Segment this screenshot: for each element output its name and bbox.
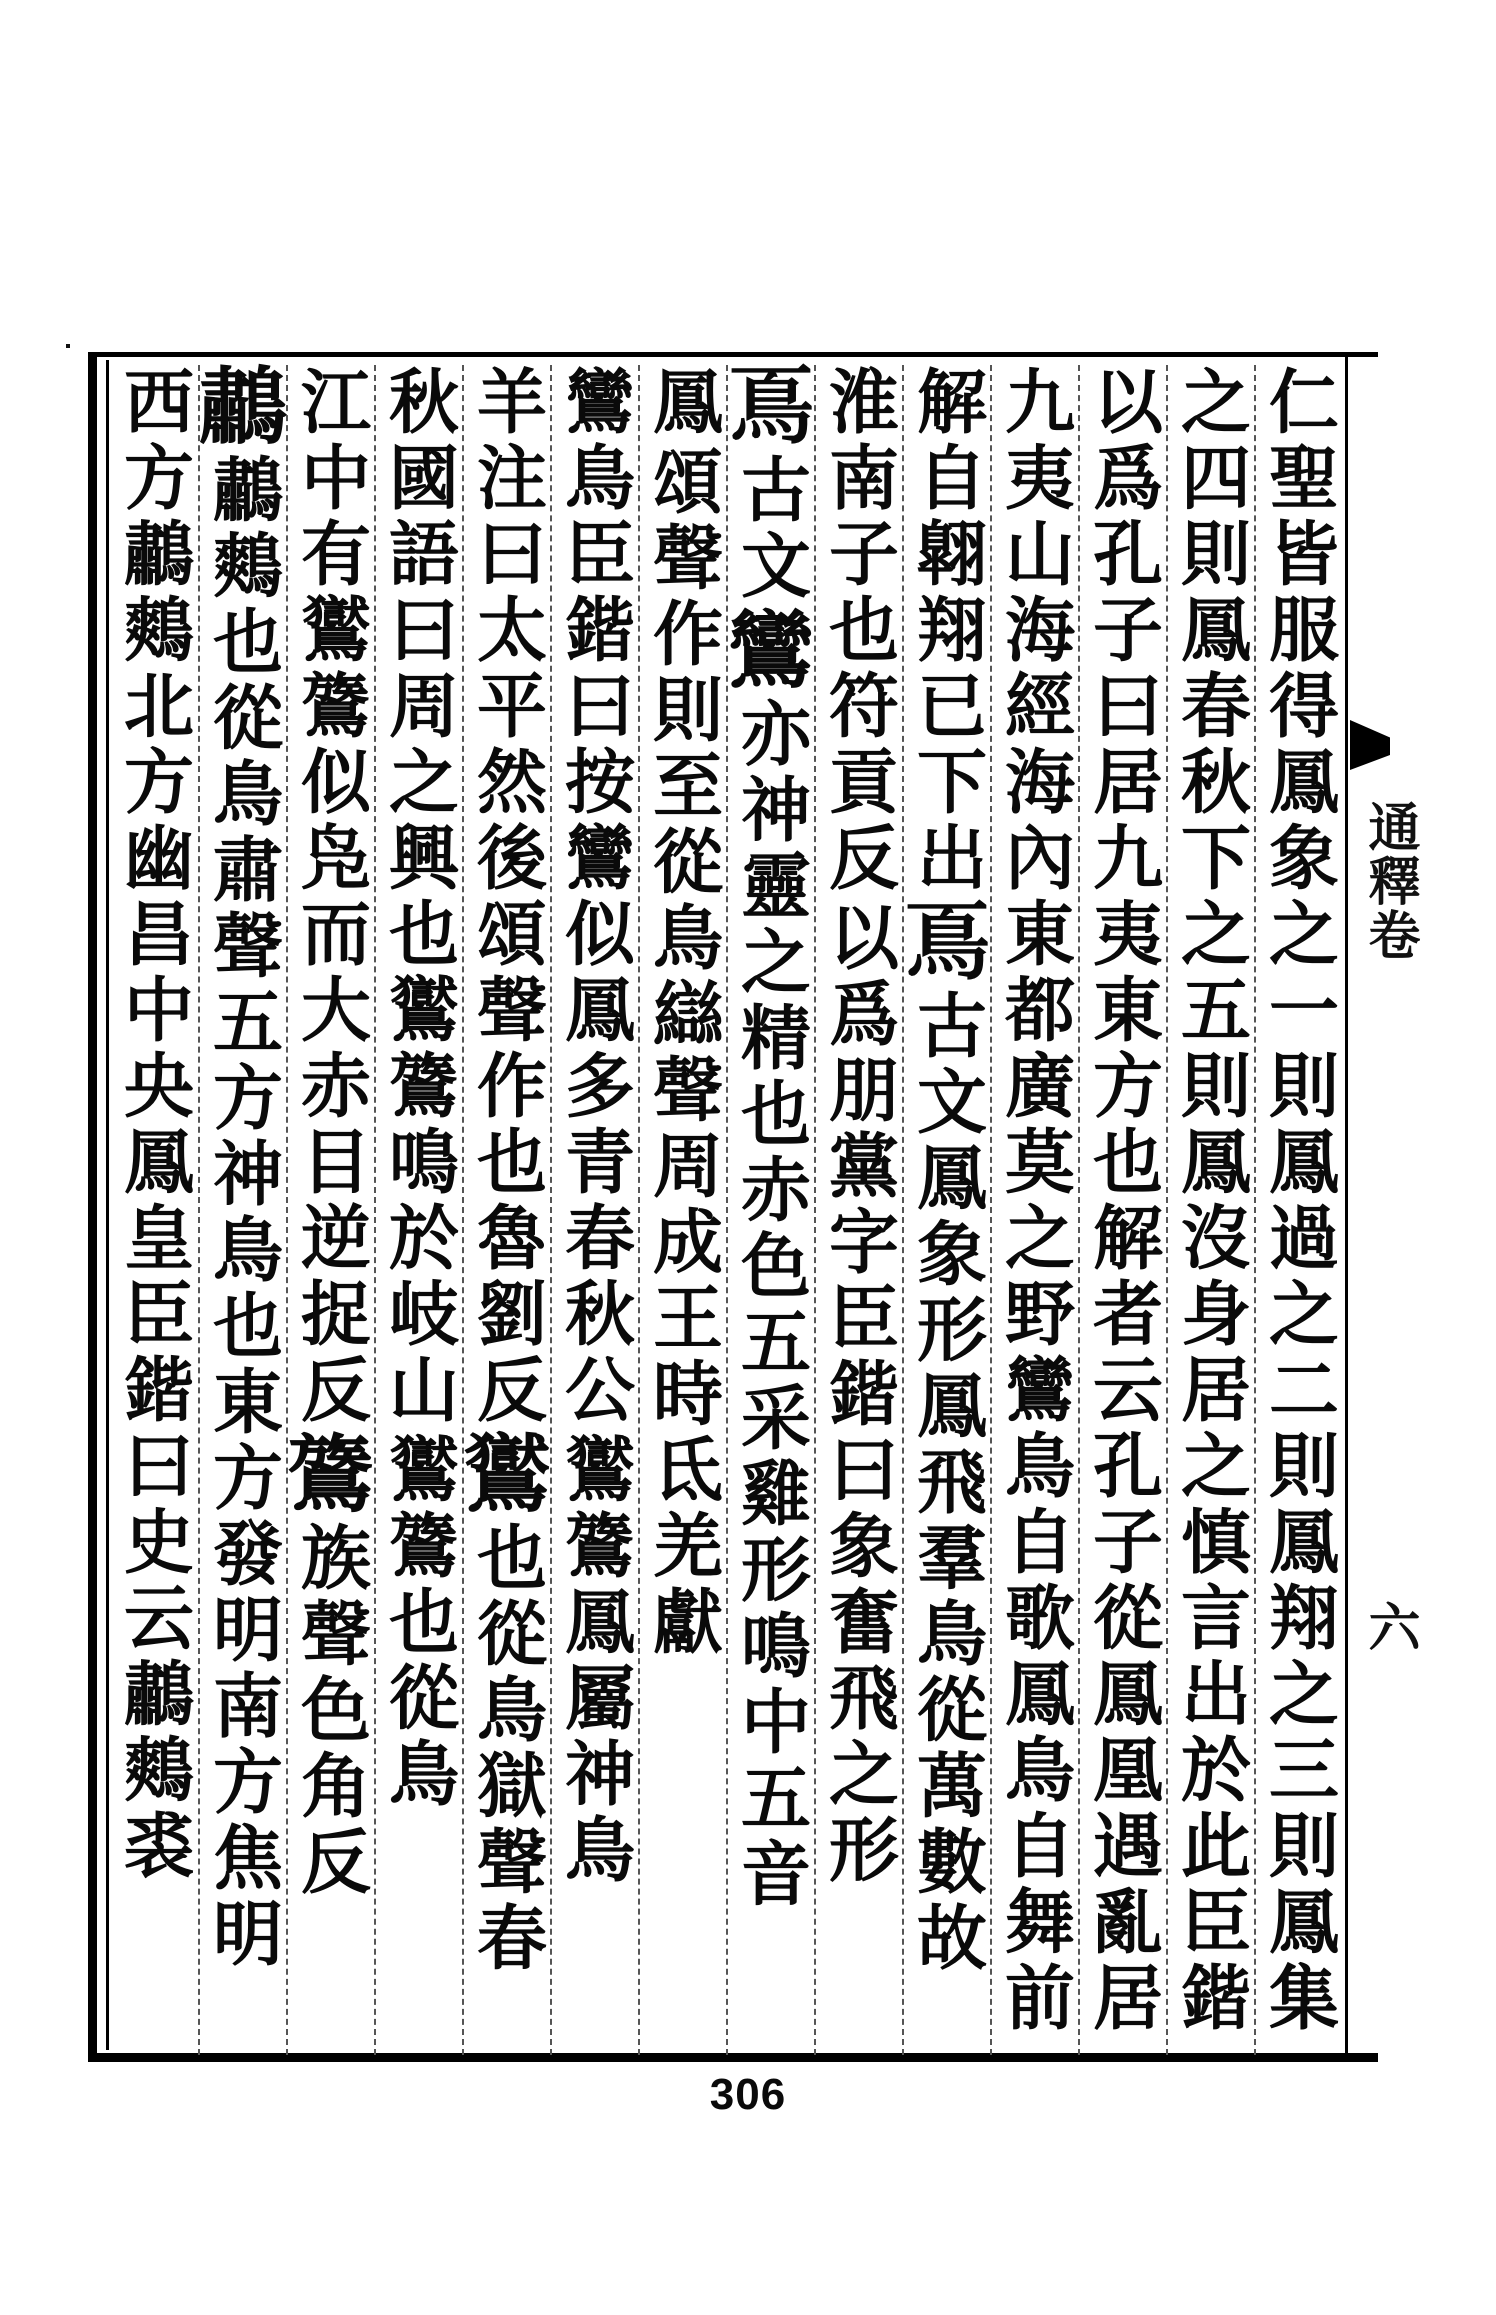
text-column-4: [990, 365, 1078, 2055]
text-run: 之四則鳳春秋下之五則鳳沒身居之慎言出於此臣鍇: [1169, 365, 1253, 2037]
column-content: [193, 357, 294, 1973]
stray-mark: [66, 344, 70, 348]
text-column-10: [462, 365, 550, 2055]
text-run: 鸑鷟也從鳥: [377, 1433, 461, 1813]
text-run: 淮南子也符貢反: [817, 365, 901, 897]
text-column-2: [1166, 365, 1254, 2055]
text-column-11: [374, 365, 462, 2055]
column-content: [545, 365, 646, 1889]
text-run: 羊注曰太平然後頌聲作也魯劉反: [465, 365, 549, 1429]
text-run: 古文鳳象形鳳飛羣鳥從萬數故: [905, 989, 989, 1977]
column-content: [1249, 365, 1350, 2037]
text-column-5: [902, 365, 990, 2055]
column-content: [897, 365, 998, 1977]
seal-script-glyph: 鷫: [198, 357, 288, 456]
text-run: 九夷山海經海內東都廣莫之野鸞鳥自歌鳳鳥自舞前: [993, 365, 1077, 2037]
text-columns: [112, 357, 1342, 2055]
seal-script-glyph: 鸞: [726, 601, 816, 700]
text-column-9: [550, 365, 638, 2055]
text-column-7: [726, 357, 816, 2055]
text-column-8: [638, 365, 726, 2055]
text-run: 古文: [729, 453, 813, 605]
text-run: 仁聖皆服得鳳象之一則鳳過之二則鳳翔之三則鳳集: [1257, 365, 1341, 2037]
page-number: 306: [709, 2070, 787, 2119]
seal-script-glyph: 𩾏: [726, 357, 816, 456]
text-column-14: [110, 365, 198, 2055]
text-run: 亦神靈之精也赤色五采雞形鳴中五音: [729, 697, 813, 1913]
text-column-3: [1078, 365, 1166, 2055]
column-content: [721, 357, 822, 1913]
column-content: [1161, 365, 1262, 2037]
text-run: 頌聲作則至從鳥䜌聲周成王時氐羌獻: [641, 445, 725, 1661]
column-content: [985, 365, 1086, 2037]
column-content: [633, 365, 734, 1661]
running-header-leaf: 六: [1359, 1600, 1420, 1652]
text-run: 西方鷫鷞北方幽昌中央鳳皇臣鍇曰史云鷫鷞裘: [112, 365, 196, 1885]
text-column-12: [286, 365, 374, 2055]
column-content: [104, 365, 205, 1885]
text-run: 秋國語曰周之興也鸑鷟鳴於岐山: [377, 365, 461, 1429]
text-run: 鸞鳥臣鍇曰按鸞似鳳多青春秋公: [553, 365, 637, 1429]
seal-script-glyph: 鸑: [462, 1425, 552, 1524]
text-column-6: [814, 365, 902, 2055]
column-content: [281, 365, 382, 1901]
text-run: 以爲朋黨字臣鍇曰象奮飛之形: [817, 901, 901, 1889]
text-run: 以爲孔子曰居九夷東方也解者云孔子從鳳凰遇亂居: [1081, 365, 1165, 2037]
running-header-title: 通釋卷: [1359, 800, 1420, 962]
column-content: [1073, 365, 1174, 2037]
text-run: 鳳: [641, 365, 725, 441]
text-run: 解自翺翔已下出: [905, 365, 989, 897]
text-run: 鷫鷞也從鳥肅聲五方神鳥也東方發明南方焦明: [201, 453, 285, 1973]
text-run: 也從鳥獄聲春: [465, 1521, 549, 1977]
column-content: [457, 365, 558, 1977]
seal-script-glyph: 鷟: [286, 1425, 376, 1524]
text-run: 江中有鸑鷟似凫而大赤目逆捉反: [289, 365, 373, 1429]
seal-script-glyph: 𩾏: [902, 893, 992, 992]
column-content: [369, 365, 470, 1813]
text-column-1: [1254, 365, 1342, 2055]
text-run: 鸑鷟鳳屬神鳥: [553, 1433, 637, 1889]
text-run: 族聲色角反: [289, 1521, 373, 1901]
column-content: [809, 365, 910, 1889]
text-column-13: [198, 357, 288, 2055]
